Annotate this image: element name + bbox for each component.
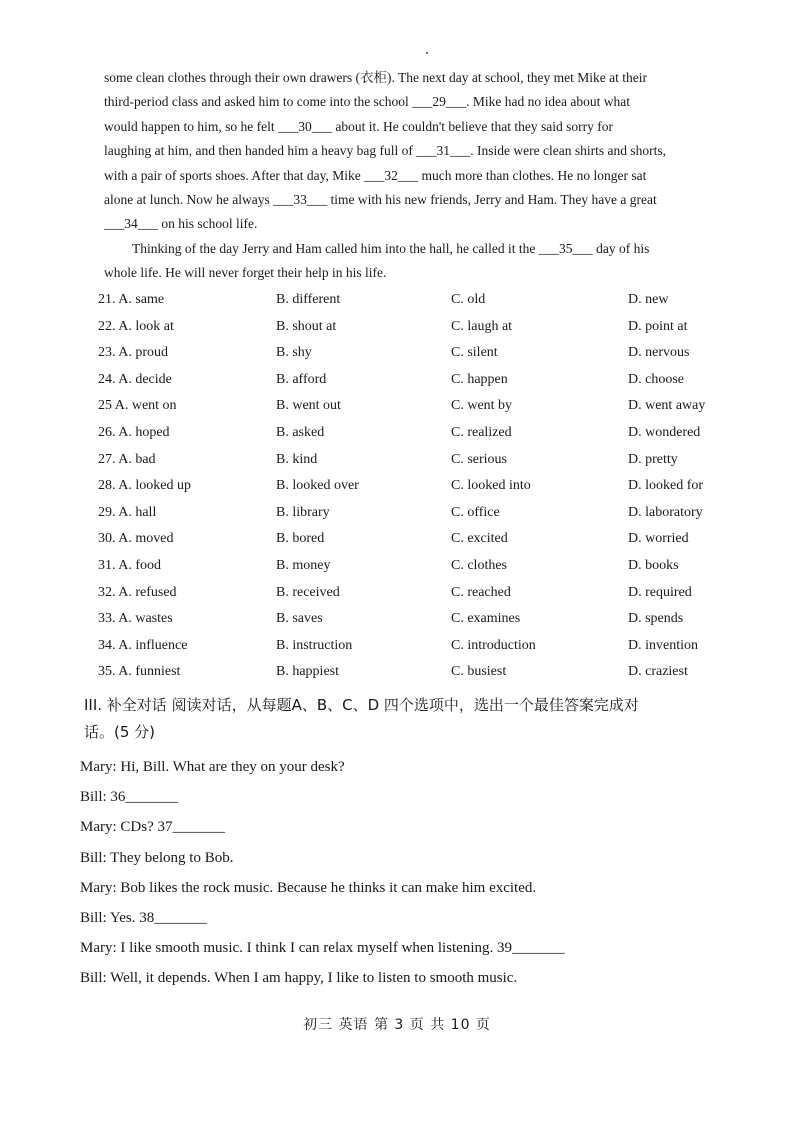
option-a: 30. A. moved	[98, 531, 174, 547]
option-row	[98, 633, 738, 660]
option-d: D. books	[628, 557, 679, 573]
option-row	[98, 659, 738, 686]
passage-line: would happen to him, so he felt ___30___ about it. He couldn't believe that they said sorry for	[104, 118, 613, 134]
dialog	[80, 752, 740, 994]
option-b: B. looked over	[276, 478, 359, 494]
option-b: B. happiest	[276, 664, 339, 680]
option-row	[98, 340, 738, 367]
cloze-passage	[104, 66, 724, 286]
passage-line: laughing at him, and then handed him a heavy bag full of ___31___. Inside were clean shirts and shorts,	[104, 143, 666, 159]
option-row	[98, 526, 738, 553]
option-b: B. instruction	[276, 637, 353, 653]
dialog-line: Bill: Yes. 38_______	[80, 909, 207, 926]
option-row	[98, 473, 738, 500]
option-row	[98, 287, 738, 314]
option-row	[98, 447, 738, 474]
passage-line: with a pair of sports shoes. After that day, Mike ___32___ much more than clothes. He no longer sat	[104, 167, 647, 183]
option-c: C. laugh at	[451, 318, 513, 334]
option-c: C. office	[451, 504, 500, 520]
option-b: B. different	[276, 292, 341, 307]
dialog-line: Mary: Bob likes the rock music. Because he thinks it can make him excited.	[80, 879, 537, 896]
passage-line: alone at lunch. Now he always ___33___ time with his new friends, Jerry and Ham. They have a great	[104, 191, 657, 207]
option-c: C. serious	[451, 451, 507, 467]
passage-line: some clean clothes through their own drawers (衣柜). The next day at school, they met Mike at their	[104, 70, 647, 85]
dialog-line: Mary: I like smooth music. I think I can relax myself when listening. 39_______	[80, 940, 565, 957]
option-b: B. bored	[276, 531, 325, 547]
option-row	[98, 553, 738, 580]
option-c: C. silent	[451, 345, 498, 361]
option-d: D. choose	[628, 371, 684, 387]
dialog-line: Bill: Well, it depends. When I am happy, I like to listen to smooth music.	[80, 970, 518, 987]
scan-speck	[426, 52, 428, 54]
option-row	[98, 314, 738, 341]
option-d: D. went away	[628, 398, 706, 414]
option-d: D. looked for	[628, 478, 704, 494]
section-instruction: III. 补全对话 阅读对话，从每题A、B、C、D 四个选项中，选出一个最佳答案完成对	[84, 696, 639, 714]
option-a: 33. A. wastes	[98, 611, 173, 627]
option-c: C. old	[451, 292, 486, 307]
option-a: 26. A. hoped	[98, 424, 170, 440]
option-row	[98, 580, 738, 607]
option-a: 24. A. decide	[98, 371, 172, 387]
option-d: D. craziest	[628, 664, 688, 680]
option-c: C. clothes	[451, 557, 507, 573]
option-d: D. worried	[628, 531, 689, 547]
option-d: D. required	[628, 584, 692, 600]
options-table	[98, 287, 738, 686]
option-row	[98, 500, 738, 527]
option-b: B. library	[276, 504, 330, 520]
option-b: B. money	[276, 557, 331, 573]
option-c: C. realized	[451, 424, 512, 440]
option-b: B. kind	[276, 451, 318, 467]
passage-line: third-period class and asked him to come into the school ___29___. Mike had no idea about what	[104, 94, 631, 110]
option-c: C. examines	[451, 611, 521, 627]
passage-line: ___34___ on his school life.	[104, 216, 258, 232]
option-c: C. reached	[451, 584, 511, 600]
passage-line: Thinking of the day Jerry and Ham called him into the hall, he called it the ___35___ day of his	[132, 240, 650, 256]
option-a: 29. A. hall	[98, 504, 157, 520]
option-b: B. asked	[276, 424, 325, 440]
option-c: C. excited	[451, 531, 508, 547]
dialog-line: Bill: They belong to Bob.	[80, 849, 234, 866]
passage-line: whole life. He will never forget their help in his life.	[104, 265, 387, 281]
section-heading	[84, 692, 764, 746]
section-instruction-cont: 话。(5 分)	[84, 723, 156, 741]
option-b: B. received	[276, 584, 340, 600]
option-b: B. saves	[276, 611, 323, 627]
option-a: 23. A. proud	[98, 345, 168, 361]
option-a: 34. A. influence	[98, 637, 188, 653]
option-a: 25 A. went on	[98, 398, 177, 414]
option-d: D. spends	[628, 611, 684, 627]
option-b: B. went out	[276, 398, 341, 414]
option-d: D. nervous	[628, 345, 690, 361]
dialog-line: Bill: 36_______	[80, 789, 178, 806]
option-b: B. shy	[276, 345, 312, 361]
option-d: D. pretty	[628, 451, 678, 467]
option-c: C. happen	[451, 371, 508, 387]
option-d: D. new	[628, 292, 669, 307]
option-a: 35. A. funniest	[98, 664, 181, 680]
option-b: B. afford	[276, 371, 327, 387]
option-a: 27. A. bad	[98, 451, 156, 467]
option-a: 22. A. look at	[98, 318, 174, 334]
option-a: 31. A. food	[98, 557, 161, 573]
option-a: 32. A. refused	[98, 584, 177, 600]
option-a: 21. A. same	[98, 292, 165, 307]
option-d: D. laboratory	[628, 504, 703, 520]
option-d: D. wondered	[628, 424, 701, 440]
option-c: C. busiest	[451, 664, 507, 680]
option-d: D. invention	[628, 637, 698, 653]
dialog-line: Mary: Hi, Bill. What are they on your desk?	[80, 759, 345, 775]
option-c: C. introduction	[451, 637, 536, 653]
option-row	[98, 393, 738, 420]
option-row	[98, 367, 738, 394]
option-row	[98, 606, 738, 633]
option-a: 28. A. looked up	[98, 478, 191, 494]
option-c: C. looked into	[451, 478, 531, 494]
option-row	[98, 420, 738, 447]
option-b: B. shout at	[276, 318, 337, 334]
option-d: D. point at	[628, 318, 688, 334]
page-footer: 初三 英语 第 3 页 共 10 页	[303, 1017, 491, 1033]
option-c: C. went by	[451, 398, 513, 414]
dialog-line: Mary: CDs? 37_______	[80, 819, 225, 836]
